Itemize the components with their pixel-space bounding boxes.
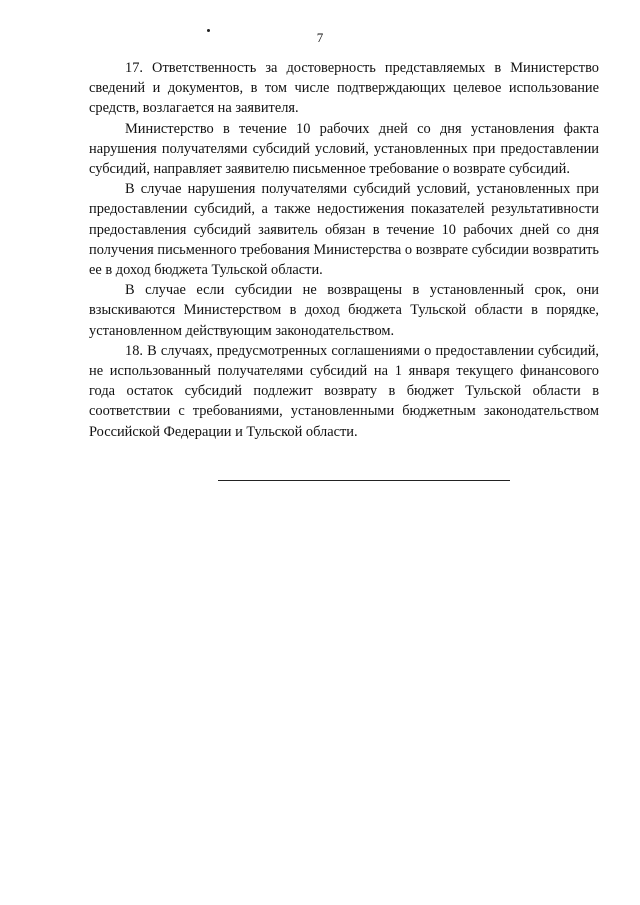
end-of-document-rule — [218, 480, 510, 481]
page-number: 7 — [316, 30, 324, 45]
paragraph-violation-return: В случае нарушения получателями субсидий условий, установленных при предоставлении субсидий, а также недостижения показателей результативности предоставления субсидий заявитель обязан в течение 10 рабочих дней со дня получения письменного требования Министерства о возврате субсидии возвратить ее в доход бюджета Тульской области. — [89, 181, 599, 279]
paragraph-18: 18. В случаях, предусмотренных соглашениями о предоставлении субсидий, не использованный получателями субсидий на 1 января текущего финансового года остаток субсидий подлежит возврату в бюджет Тульской области в соответствии с требованиями, установленными бюджетным законодательством Российской Федерации и Тульской области. — [89, 342, 599, 440]
paragraph-ministry-notice: Министерство в течение 10 рабочих дней со дня установления факта нарушения получателями субсидий условий, установленных при предоставлении субсидий, направляет заявителю письменное требование о возврате субсидий. — [89, 120, 599, 178]
document-body — [89, 58, 599, 442]
paragraph-recovery: В случае если субсидии не возвращены в установленный срок, они взыскиваются Министерством в доход бюджета Тульской области в порядке, установленном действующим законодательством. — [89, 282, 599, 339]
paragraph-17: 17. Ответственность за достоверность представляемых в Министерство сведений и документов, в том числе подтверждающих целевое использование средств, возлагается на заявителя. — [89, 60, 599, 117]
